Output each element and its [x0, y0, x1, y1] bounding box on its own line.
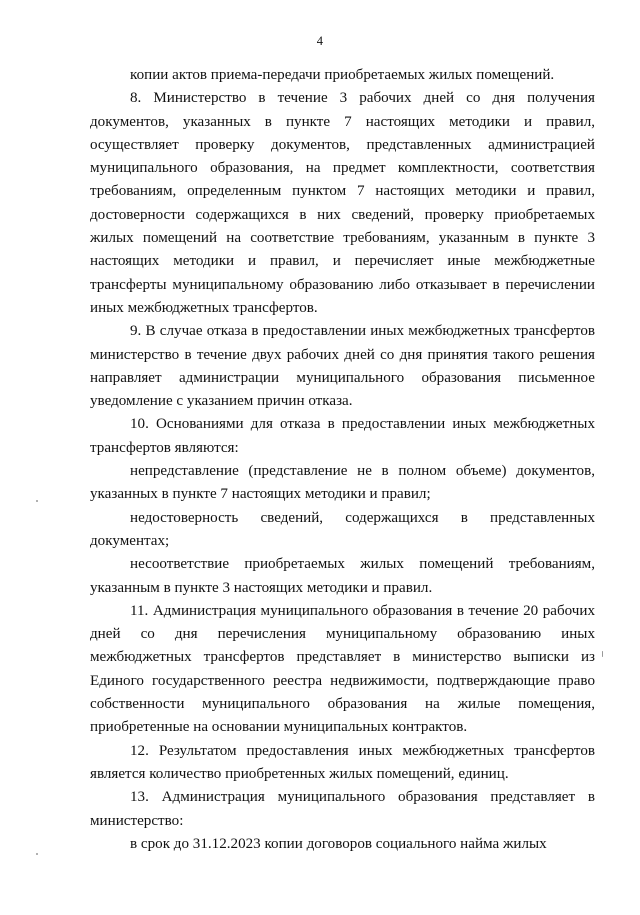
paragraph-10: 10. Основаниями для отказа в предоставлении иных межбюджетных трансфертов являются: [90, 416, 595, 456]
scan-speck [36, 853, 38, 855]
document-body [90, 64, 595, 856]
paragraph-10-item-2: недостоверность сведений, содержащихся в представленных документах; [90, 509, 595, 549]
paragraph-10-item-1: непредставление (представление не в полном объеме) документов, указанных в пункте 7 настоящих методики и правил; [90, 463, 595, 503]
paragraph-10-item-3: несоответствие приобретаемых жилых помещений требованиям, указанным в пункте 3 настоящих методики и правил. [90, 556, 595, 596]
paragraph-12: 12. Результатом предоставления иных межбюджетных трансфертов является количество приобретенных жилых помещений, единиц. [90, 742, 595, 782]
paragraph-9: 9. В случае отказа в предоставлении иных межбюджетных трансфертов министерство в течение двух рабочих дней со дня принятия такого решения направляет администрации муниципального образования письменное уведомление с указанием причин отказа. [90, 323, 595, 410]
scan-speck [36, 500, 38, 502]
scan-speck [602, 651, 603, 657]
paragraph-13-item-1: в срок до 31.12.2023 копии договоров социального найма жилых [130, 835, 547, 852]
paragraph-13: 13. Администрация муниципального образования представляет в министерство: [90, 789, 595, 829]
paragraph-11: 11. Администрация муниципального образования в течение 20 рабочих дней со дня перечисления муниципальному образованию иных межбюджетных трансфертов представляет в министерство выписки из Единого государственного реестра недвижимости, подтверждающие право собственности муниципального образования на жилые помещения, приобретенные на основании муниципальных контрактов. [90, 602, 595, 736]
paragraph-8: 8. Министерство в течение 3 рабочих дней со дня получения документов, указанных в пункте 7 настоящих методики и правил, осуществляет проверку документов, представленных администрацией муниципального образования, на предмет комплектности, соответствия требованиям, определенным пунктом 7 настоящих методики и правил, достоверности содержащихся в них сведений, проверку приобретаемых жилых помещений на соответствие требованиям, указанным в пункте 3 настоящих методики и правил, и перечисляет иные межбюджетные трансферты муниципальному образованию либо отказывает в перечислении иных межбюджетных трансфертов. [90, 90, 595, 316]
paragraph-acts-copies: копии актов приема-передачи приобретаемых жилых помещений. [130, 67, 555, 83]
page-number: 4 [316, 34, 324, 48]
